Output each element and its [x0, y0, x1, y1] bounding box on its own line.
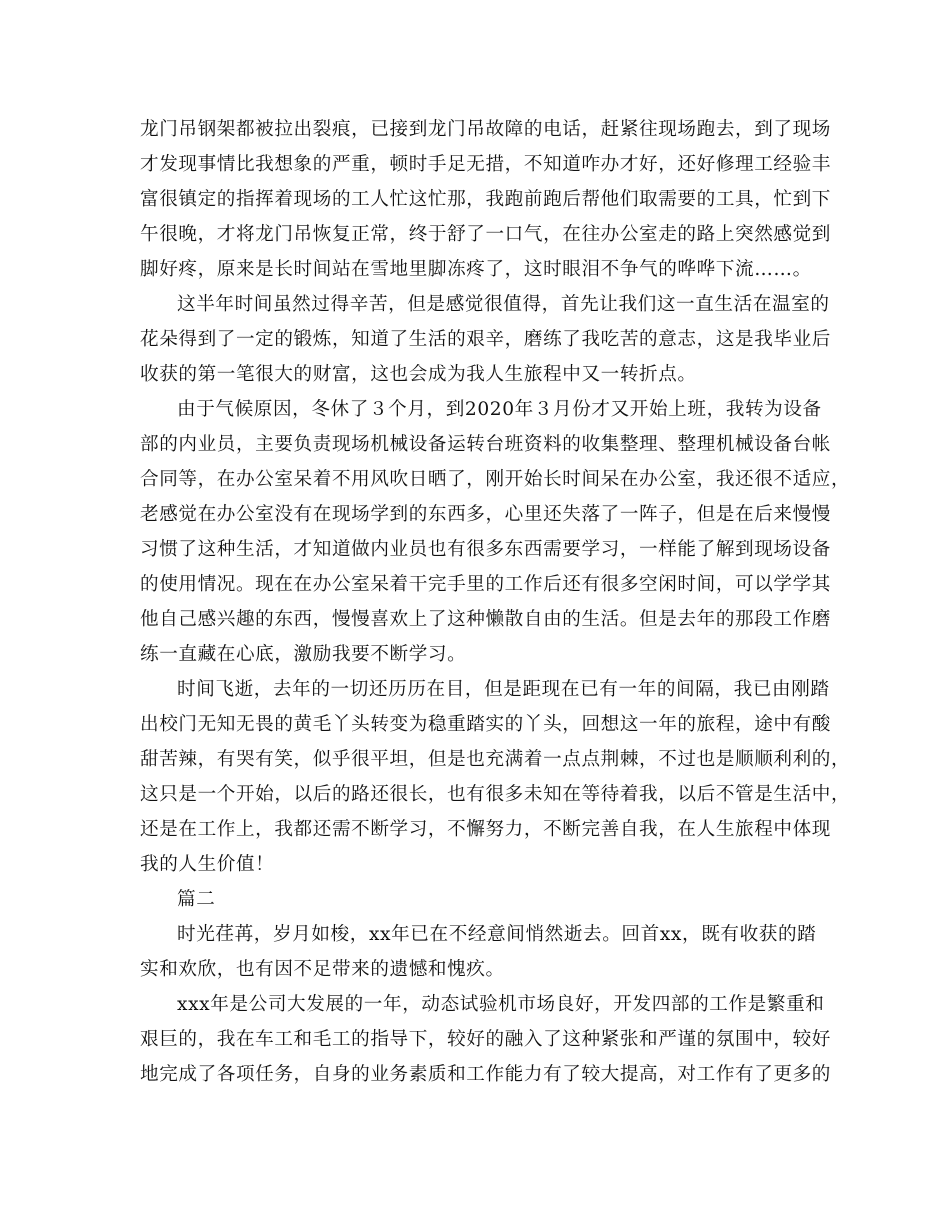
document-body — [140, 112, 851, 1092]
text-line: 龙门吊钢架都被拉出裂痕，已接到龙门吊故障的电话，赶紧往现场跑去，到了现场 — [140, 119, 831, 140]
paragraph — [140, 392, 851, 672]
text-line: 的使用情况。现在在办公室呆着干完手里的工作后还有很多空闲时间，可以学学其 — [140, 574, 831, 595]
text-line: 他自己感兴趣的东西，慢慢喜欢上了这种懒散自由的生活。但是去年的那段工作磨 — [140, 609, 831, 630]
text-line: 还是在工作上，我都还需不断学习，不懈努力，不断完善自我，在人生旅程中体现 — [140, 819, 831, 840]
text-line: 地完成了各项任务，自身的业务素质和工作能力有了较大提高，对工作有了更多的 — [140, 1064, 831, 1085]
text-line: 脚好疼，原来是长时间站在雪地里脚冻疼了，这时眼泪不争气的哗哗下流……。 — [140, 259, 812, 280]
text-line: 收获的第一笔很大的财富，这也会成为我人生旅程中又一转折点。 — [140, 364, 697, 385]
text-line: 才发现事情比我想象的严重，顿时手足无措，不知道咋办才好，还好修理工经验丰 — [140, 154, 831, 175]
text-line: 由于气候原因，冬休了３个月，到2020年３月份才又开始上班，我转为设备 — [177, 399, 822, 420]
paragraph — [140, 112, 831, 287]
text-line: 我的人生价值！ — [140, 854, 275, 875]
text-line: 艰巨的，我在车工和毛工的指导下，较好的融入了这种紧张和严谨的氛围中，较好 — [140, 1029, 831, 1050]
text-line: 花朵得到了一定的锻炼，知道了生活的艰辛，磨练了我吃苦的意志，这是我毕业后 — [140, 329, 831, 350]
text-line: 合同等，在办公室呆着不用风吹日晒了，刚开始长时间呆在办公室，我还很不适应， — [140, 469, 851, 490]
text-line: 时间飞逝，去年的一切还历历在目，但是距现在已有一年的间隔，我已由刚踏 — [177, 679, 830, 700]
text-line: 时光荏苒，岁月如梭，xx年已在不经意间悄然逝去。回首xx，既有收获的踏 — [177, 924, 817, 945]
text-line: 甜苦辣，有哭有笑，似乎很平坦，但是也充满着一点点荆棘，不过也是顺顺利利的， — [140, 749, 851, 770]
text-line: 老感觉在办公室没有在现场学到的东西多，心里还失落了一阵子，但是在后来慢慢 — [140, 504, 831, 525]
text-line: 这只是一个开始，以后的路还很长，也有很多未知在等待着我，以后不管是生活中， — [140, 784, 851, 805]
paragraph — [140, 987, 831, 1092]
text-line: 这半年时间虽然过得辛苦，但是感觉很值得，首先让我们这一直生活在温室的 — [177, 294, 830, 315]
paragraph — [140, 917, 816, 987]
text-line: 实和欢欣，也有因不足带来的遗憾和愧疚。 — [140, 959, 505, 980]
text-line: 富很镇定的指挥着现场的工人忙这忙那，我跑前跑后帮他们取需要的工具，忙到下 — [140, 189, 831, 210]
text-line: 部的内业员，主要负责现场机械设备运转台班资料的收集整理、整理机械设备台帐 — [140, 434, 831, 455]
text-line: xxx年是公司大发展的一年，动态试验机市场良好，开发四部的工作是繁重和 — [177, 994, 825, 1015]
text-line: 午很晚，才将龙门吊恢复正常，终于舒了一口气，在往办公室走的路上突然感觉到 — [140, 224, 831, 245]
paragraph — [140, 672, 851, 882]
text-line: 出校门无知无畏的黄毛丫头转变为稳重踏实的丫头，回想这一年的旅程，途中有酸 — [140, 714, 831, 735]
text-line: 习惯了这种生活，才知道做内业员也有很多东西需要学习，一样能了解到现场设备 — [140, 539, 831, 560]
section-title: 篇二 — [177, 889, 216, 910]
text-line: 练一直藏在心底，激励我要不断学习。 — [140, 644, 467, 665]
paragraph — [140, 287, 831, 392]
